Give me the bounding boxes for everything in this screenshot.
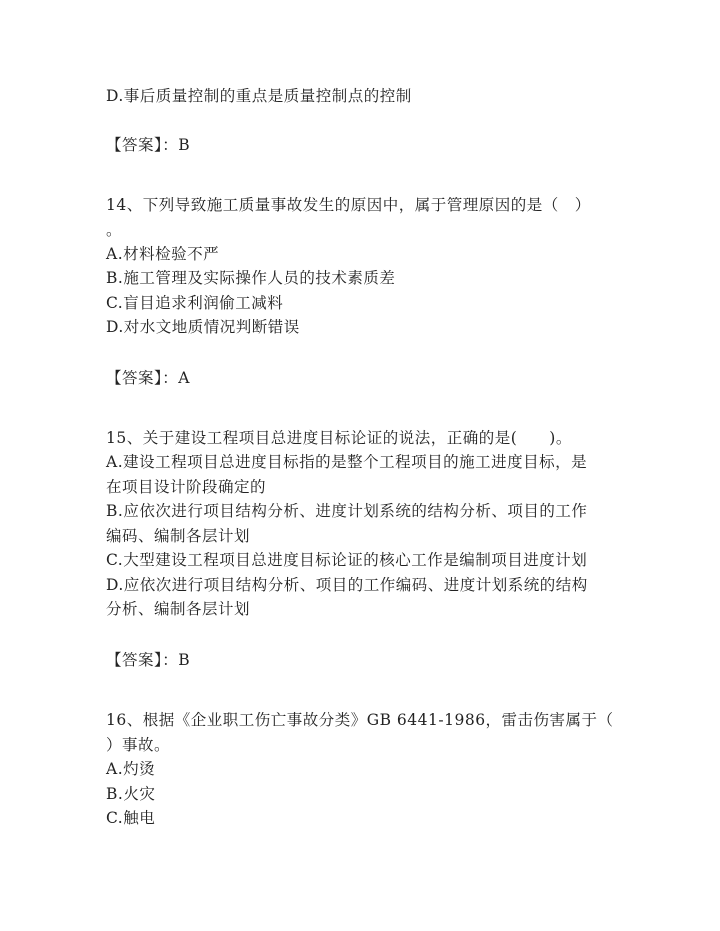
q13-answer: 【答案】：B [106, 136, 191, 154]
q15-option-b: B.应依次进行项目结构分析、进度计划系统的结构分析、项目的工作 [106, 502, 588, 520]
q14-answer: 【答案】：A [106, 369, 190, 387]
q14-stem: 14、下列导致施工质量事故发生的原因中，属于管理原因的是（ ） [106, 196, 591, 214]
q14-option-b: B.施工管理及实际操作人员的技术素质差 [106, 269, 396, 287]
q15-option-b-continued: 编码、编制各层计划 [106, 527, 251, 545]
q13-option-d: D.事后质量控制的重点是质量控制点的控制 [106, 87, 412, 105]
q15-stem: 15、关于建设工程项目总进度目标论证的说法，正确的是( )。 [106, 429, 572, 447]
q14-option-d: D.对水文地质情况判断错误 [106, 318, 300, 336]
q15-option-a: A.建设工程项目总进度目标指的是整个工程项目的施工进度目标，是 [106, 453, 588, 471]
q16-option-b: B.火灾 [106, 785, 156, 803]
q14-stem-continued: 。 [106, 221, 123, 239]
q14-option-a: A.材料检验不严 [106, 245, 220, 263]
q15-option-d: D.应依次进行项目结构分析、项目的工作编码、进度计划系统的结构 [106, 576, 588, 594]
q15-option-a-continued: 在项目设计阶段确定的 [106, 478, 267, 496]
q14-option-c: C.盲目追求利润偷工减料 [106, 294, 284, 312]
q16-stem: 16、根据《企业职工伤亡事故分类》GB 6441-1986，雷击伤害属于（ [106, 711, 614, 729]
q16-option-a: A.灼烫 [106, 760, 156, 778]
q15-option-d-continued: 分析、编制各层计划 [106, 600, 251, 618]
q15-option-c: C.大型建设工程项目总进度目标论证的核心工作是编制项目进度计划 [106, 551, 588, 569]
q15-answer: 【答案】：B [106, 651, 191, 669]
q16-option-c: C.触电 [106, 809, 156, 827]
q16-stem-continued: ）事故。 [106, 736, 171, 754]
